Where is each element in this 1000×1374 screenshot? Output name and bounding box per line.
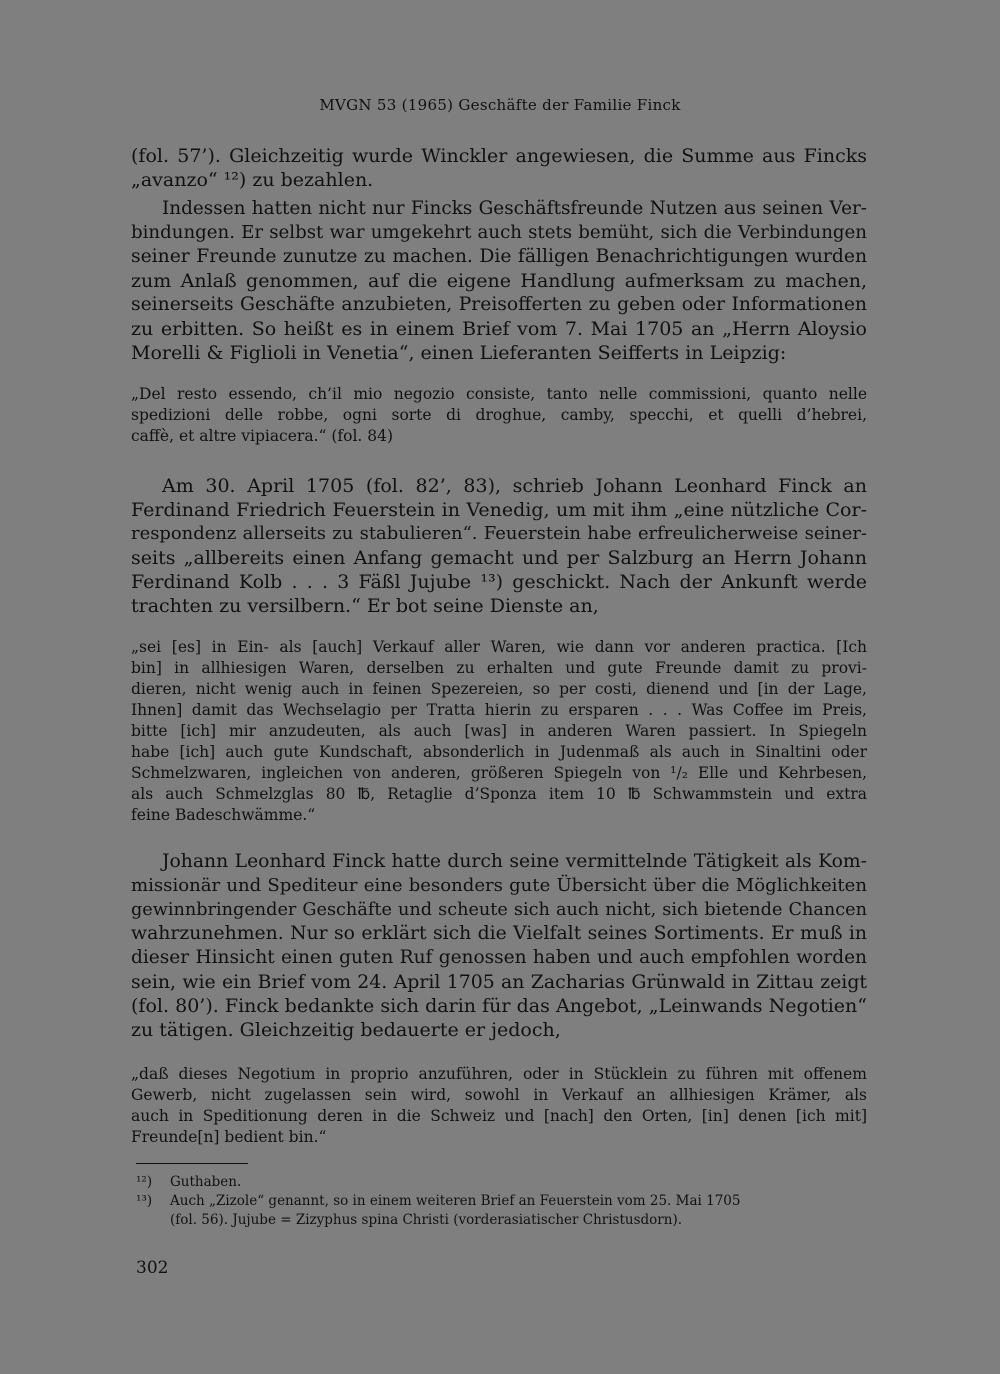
block-quote-1 xyxy=(131,384,867,447)
paragraph-3 xyxy=(131,474,867,618)
text-line: sein, wie ein Brief vom 24. April 1705 an Zacharias Grünwald in Zittau zeigt xyxy=(131,971,867,993)
text-line: Am 30. April 1705 (fol. 82’, 83), schrieb Johann Leonhard Finck an xyxy=(162,475,867,497)
text-line: zu tätigen. Gleichzeitig bedauerte er jedoch, xyxy=(131,1019,561,1041)
text-line: „avanzo“ ¹²) zu bezahlen. xyxy=(131,169,374,191)
quote-line: „Del resto essendo, ch’il mio negozio consiste, tanto nelle commissioni, quanto nelle xyxy=(131,385,867,403)
text-line: Ferdinand Friedrich Feuerstein in Venedig, um mit ihm „eine nützliche Cor- xyxy=(131,499,867,521)
text-line: gewinnbringender Geschäfte und scheute sich auch nicht, sich bietende Chancen xyxy=(131,900,867,920)
text-line: Indessen hatten nicht nur Fincks Geschäftsfreunde Nutzen aus seinen Ver- xyxy=(162,198,867,219)
text-line: seinerseits Geschäfte anzubieten, Preisofferten zu geben oder Informationen xyxy=(131,294,867,315)
footnote-text-continued: (fol. 56). Jujube = Zizyphus spina Christi (vorderasiatischer Christusdorn). xyxy=(170,1212,683,1228)
footnote-13 xyxy=(136,1192,866,1211)
quote-line: auch in Speditionung deren in die Schweiz und [nach] den Orten, [in] denen [ich mit] xyxy=(131,1107,867,1125)
quote-line: „sei [es] in Ein- als [auch] Verkauf aller Waren, wie dann vor anderen practica. [Ich xyxy=(131,638,867,656)
footnote-12 xyxy=(136,1173,866,1192)
text-line: (fol. 57’). Gleichzeitig wurde Winckler angewiesen, die Summe aus Fincks xyxy=(131,145,867,167)
footnote-number: ¹²) xyxy=(136,1174,153,1190)
paragraph-2 xyxy=(131,197,867,365)
text-line: seits „allbereits einen Anfang gemacht und per Salzburg an Herrn Johann xyxy=(131,547,867,569)
text-line: bindungen. Er selbst war umgekehrt auch stets bemüht, sich die Verbindungen xyxy=(131,222,867,243)
page-number: 302 xyxy=(136,1258,169,1278)
quote-line: bitte [ich] mir anzudeuten, als auch [was] in anderen Waren passiert. In Spiegeln xyxy=(131,722,867,740)
text-line: wahrzunehmen. Nur so erklärt sich die Vielfalt seines Sortiments. Er muß in xyxy=(131,923,867,944)
text-line: Johann Leonhard Finck hatte durch seine vermittelnde Tätigkeit als Kom- xyxy=(162,851,867,872)
text-line: dieser Hinsicht einen guten Ruf genossen haben und auch empfohlen worden xyxy=(131,947,867,968)
footnote-text: Guthaben. xyxy=(170,1174,242,1190)
text-line: seiner Freunde zunutze zu machen. Die fälligen Benachrichtigungen wurden xyxy=(131,246,867,267)
block-quote-3 xyxy=(131,1064,867,1148)
text-line: zum Anlaß genommen, auf die eigene Handlung aufmerksam zu machen, xyxy=(131,270,867,292)
footnote-text: Auch „Zizole“ genannt, so in einem weiteren Brief an Feuerstein vom 25. Mai 1705 xyxy=(170,1193,741,1209)
text-line: Morelli & Figlioli in Venetia“, einen Lieferanten Seifferts in Leipzig: xyxy=(131,342,787,364)
quote-line: Gewerb, nicht zugelassen sein wird, sowohl in Verkauf an allhiesigen Krämer, als xyxy=(131,1086,867,1104)
text-line: trachten zu versilbern.“ Er bot seine Dienste an, xyxy=(131,595,599,617)
quote-line: feine Badeschwämme.“ xyxy=(131,806,316,824)
footnote-number: ¹³) xyxy=(136,1193,153,1209)
paragraph-1 xyxy=(131,144,867,192)
block-quote-2 xyxy=(131,637,867,826)
quote-line: habe [ich] auch gute Kundschaft, absonderlich in Judenmaß als auch in Sinaltini oder xyxy=(131,743,867,761)
running-header: MVGN 53 (1965) Geschäfte der Familie Finck xyxy=(319,96,681,114)
quote-line: caffè, et altre vipiacera.“ (fol. 84) xyxy=(131,427,394,445)
quote-line: Freunde[n] bedient bin.“ xyxy=(131,1128,327,1146)
quote-line: „daß dieses Negotium in proprio anzuführen, oder in Stücklein zu führen mit offenem xyxy=(131,1065,867,1083)
text-line: respondenz allerseits zu stabulieren“. Feuerstein habe erfreulicherweise seiner- xyxy=(131,523,867,544)
text-line: zu erbitten. So heißt es in einem Brief vom 7. Mai 1705 an „Herrn Aloysio xyxy=(131,318,867,340)
quote-line: Ihnen] damit das Wechselagio per Tratta hierin zu ersparen . . . Was Coffee im Preis, xyxy=(131,701,867,719)
footnotes xyxy=(136,1173,866,1230)
footnote-separator xyxy=(136,1163,248,1164)
quote-line: als auch Schmelzglas 80 ℔, Retaglie d’Sponza item 10 ℔ Schwammstein und extra xyxy=(131,785,867,803)
text-line: (fol. 80’). Finck bedankte sich darin für das Angebot, „Leinwands Negotien“ xyxy=(131,995,867,1017)
quote-line: dieren, nicht wenig auch in feinen Spezereien, so per costi, dienend und [in der Lage, xyxy=(131,680,867,698)
text-line: Ferdinand Kolb . . . 3 Fäßl Jujube ¹³) geschickt. Nach der Ankunft werde xyxy=(131,571,867,593)
text-line: missionär und Spediteur eine besonders gute Übersicht über die Möglichkeiten xyxy=(131,875,867,896)
quote-line: spedizioni delle robbe, ogni sorte di droghue, camby, specchi, et quelli d’hebrei, xyxy=(131,406,867,424)
paragraph-4 xyxy=(131,850,867,1042)
quote-line: Schmelzwaren, ingleichen von anderen, größeren Spiegeln von ¹/₂ Elle und Kehrbesen, xyxy=(131,764,867,782)
quote-line: bin] in allhiesigen Waren, derselben zu erhalten und gute Freunde damit zu provi- xyxy=(131,659,867,677)
